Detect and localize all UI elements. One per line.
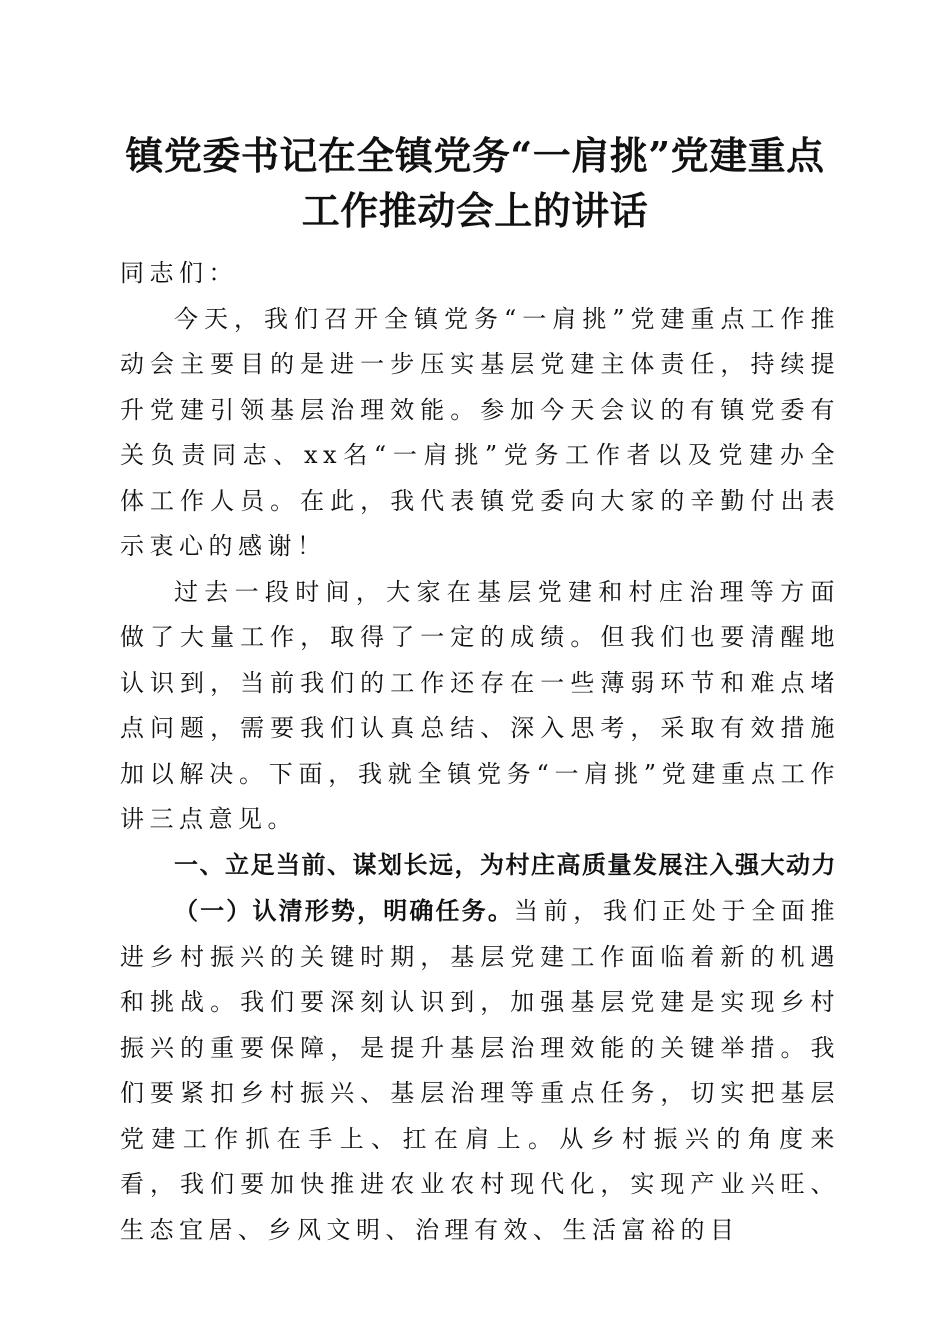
subsection-text: 当前，我们正处于全面推进乡村振兴的关键时期，基层党建工作面临着新的机遇和挑战。我们要深刻认识到，加强基层党建是实现乡村振兴的重要保障，是提升基层治理效能的关键举措。我们要紧扣乡村振兴、基层治理等重点任务，切实把基层党建工作抓在手上、扛在肩上。从乡村振兴的角度来看，我们要加快推进农业农村现代化，实现产业兴旺、生态宜居、乡风文明、治理有效、生活富裕的目 [120, 897, 841, 1244]
subsection-heading: （一）认清形势，明确任务。 [174, 896, 514, 925]
subsection-paragraph [120, 888, 840, 1253]
document-title: 镇党委书记在全镇党务“一肩挑”党建重点工作推动会上的讲话 [125, 133, 825, 233]
paragraph-opening: 今天，我们召开全镇党务“一肩挑”党建重点工作推动会主要目的是进一步压实基层党建主体责任，持续提升党建引领基层治理效能。参加今天会议的有镇党委有关负责同志、xx名“一肩挑”党务工作者以及党建办全体工作人员。在此，我代表镇党委向大家的辛勤付出表示衷心的感谢！ [120, 304, 840, 560]
paragraph-review: 过去一段时间，大家在基层党建和村庄治理等方面做了大量工作，取得了一定的成绩。但我们也要清醒地认识到，当前我们的工作还存在一些薄弱环节和难点堵点问题，需要我们认真总结、深入思考，采取有效措施加以解决。下面，我就全镇党务“一肩挑”党建重点工作讲三点意见。 [120, 577, 840, 833]
section-heading: 一、立足当前、谋划长远，为村庄高质量发展注入强大动力 [174, 850, 837, 879]
greeting: 同志们： [120, 259, 238, 287]
document-body [120, 251, 840, 1253]
